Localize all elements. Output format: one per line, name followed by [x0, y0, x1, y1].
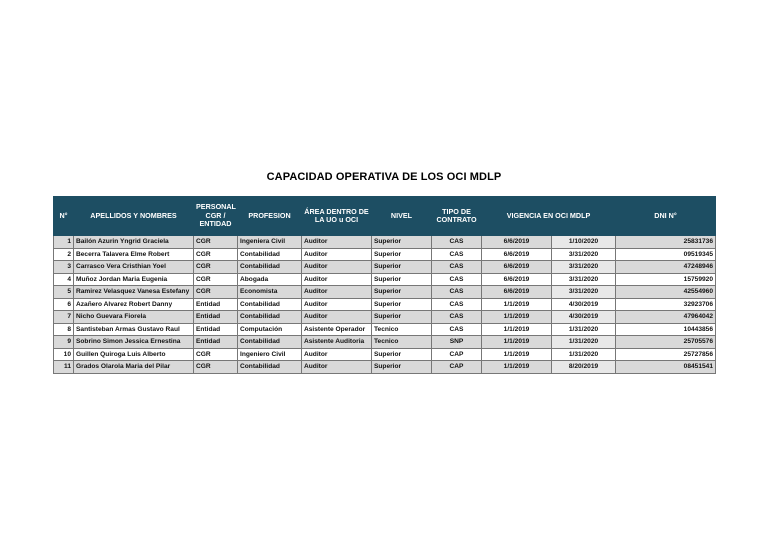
- cell-n: 1: [54, 236, 74, 249]
- cell-area: Auditor: [302, 348, 372, 361]
- cell-dni: 25831736: [616, 236, 716, 249]
- cell-personal: CGR: [194, 361, 238, 374]
- cell-personal: CGR: [194, 261, 238, 274]
- cell-fin: 3/31/2020: [552, 248, 616, 261]
- header-area: ÁREA DENTRO DE LA UO u OCI: [302, 197, 372, 236]
- table-header-row: [54, 197, 716, 236]
- cell-profesion: Contabilidad: [238, 298, 302, 311]
- cell-profesion: Contabilidad: [238, 248, 302, 261]
- cell-n: 11: [54, 361, 74, 374]
- cell-nivel: Superior: [372, 248, 432, 261]
- header-personal: PERSONAL CGR / ENTIDAD: [194, 197, 238, 236]
- cell-profesion: Contabilidad: [238, 311, 302, 324]
- cell-dni: 10443856: [616, 323, 716, 336]
- cell-dni: 25727856: [616, 348, 716, 361]
- header-profesion: PROFESION: [238, 197, 302, 236]
- cell-fin: 4/30/2019: [552, 298, 616, 311]
- cell-n: 2: [54, 248, 74, 261]
- cell-nivel: Superior: [372, 273, 432, 286]
- cell-inicio: 1/1/2019: [482, 348, 552, 361]
- cell-dni: 32923706: [616, 298, 716, 311]
- cell-area: Auditor: [302, 311, 372, 324]
- cell-n: 8: [54, 323, 74, 336]
- cell-nivel: Superior: [372, 298, 432, 311]
- cell-area: Asistente Operador: [302, 323, 372, 336]
- cell-fin: 3/31/2020: [552, 273, 616, 286]
- cell-area: Auditor: [302, 286, 372, 299]
- table-row: [54, 311, 716, 324]
- cell-profesion: Computación: [238, 323, 302, 336]
- cell-inicio: 6/6/2019: [482, 236, 552, 249]
- cell-n: 4: [54, 273, 74, 286]
- cell-nivel: Superior: [372, 361, 432, 374]
- cell-nivel: Superior: [372, 236, 432, 249]
- cell-n: 10: [54, 348, 74, 361]
- cell-personal: CGR: [194, 286, 238, 299]
- cell-profesion: Contabilidad: [238, 361, 302, 374]
- table-row: [54, 286, 716, 299]
- cell-nombre: Guillen Quiroga Luis Alberto: [74, 348, 194, 361]
- cell-area: Auditor: [302, 236, 372, 249]
- cell-dni: 15759920: [616, 273, 716, 286]
- cell-personal: Entidad: [194, 323, 238, 336]
- cell-nivel: Superior: [372, 286, 432, 299]
- header-nivel: NIVEL: [372, 197, 432, 236]
- cell-nombre: Nicho Guevara Fiorela: [74, 311, 194, 324]
- cell-fin: 1/10/2020: [552, 236, 616, 249]
- cell-personal: Entidad: [194, 311, 238, 324]
- cell-tipo: CAS: [432, 323, 482, 336]
- header-dni: DNI N°: [616, 197, 716, 236]
- cell-dni: 42554960: [616, 286, 716, 299]
- cell-area: Auditor: [302, 273, 372, 286]
- cell-nivel: Superior: [372, 348, 432, 361]
- cell-inicio: 6/6/2019: [482, 273, 552, 286]
- cell-nombre: Santisteban Armas Gustavo Raul: [74, 323, 194, 336]
- cell-nivel: Tecnico: [372, 336, 432, 349]
- table-row: [54, 336, 716, 349]
- cell-inicio: 1/1/2019: [482, 311, 552, 324]
- cell-inicio: 1/1/2019: [482, 298, 552, 311]
- cell-nombre: Carrasco Vera Cristhian Yoel: [74, 261, 194, 274]
- cell-profesion: Abogada: [238, 273, 302, 286]
- cell-area: Asistente Auditoria: [302, 336, 372, 349]
- cell-fin: 3/31/2020: [552, 286, 616, 299]
- cell-tipo: CAS: [432, 298, 482, 311]
- table-row: [54, 348, 716, 361]
- cell-tipo: CAS: [432, 311, 482, 324]
- table-row: [54, 361, 716, 374]
- cell-inicio: 6/6/2019: [482, 286, 552, 299]
- cell-profesion: Ingeniera Civil: [238, 236, 302, 249]
- cell-dni: 47248946: [616, 261, 716, 274]
- cell-nivel: Tecnico: [372, 323, 432, 336]
- cell-fin: 1/31/2020: [552, 323, 616, 336]
- cell-inicio: 1/1/2019: [482, 323, 552, 336]
- cell-tipo: CAS: [432, 273, 482, 286]
- cell-nombre: Ramirez Velasquez Vanesa Estefany: [74, 286, 194, 299]
- cell-nombre: Becerra Talavera Elme Robert: [74, 248, 194, 261]
- cell-tipo: CAS: [432, 236, 482, 249]
- cell-nombre: Sobrino Simon Jessica Ernestina: [74, 336, 194, 349]
- cell-tipo: CAS: [432, 286, 482, 299]
- cell-profesion: Contabilidad: [238, 261, 302, 274]
- header-vigencia: VIGENCIA EN OCI MDLP: [482, 197, 616, 236]
- cell-nombre: Azañero Alvarez Robert Danny: [74, 298, 194, 311]
- cell-n: 6: [54, 298, 74, 311]
- cell-personal: Entidad: [194, 298, 238, 311]
- cell-fin: 3/31/2020: [552, 261, 616, 274]
- cell-inicio: 1/1/2019: [482, 336, 552, 349]
- cell-dni: 25705576: [616, 336, 716, 349]
- cell-n: 5: [54, 286, 74, 299]
- header-n: N°: [54, 197, 74, 236]
- cell-area: Auditor: [302, 298, 372, 311]
- table-row: [54, 248, 716, 261]
- cell-nombre: Bailón Azurin Yngrid Graciela: [74, 236, 194, 249]
- cell-personal: CGR: [194, 248, 238, 261]
- cell-dni: 09519345: [616, 248, 716, 261]
- cell-n: 7: [54, 311, 74, 324]
- cell-nivel: Superior: [372, 261, 432, 274]
- cell-personal: CGR: [194, 348, 238, 361]
- cell-area: Auditor: [302, 248, 372, 261]
- cell-tipo: SNP: [432, 336, 482, 349]
- cell-nivel: Superior: [372, 311, 432, 324]
- cell-tipo: CAP: [432, 361, 482, 374]
- cell-inicio: 6/6/2019: [482, 261, 552, 274]
- cell-dni: 08451541: [616, 361, 716, 374]
- cell-n: 9: [54, 336, 74, 349]
- cell-tipo: CAS: [432, 248, 482, 261]
- table-row: [54, 261, 716, 274]
- cell-fin: 1/31/2020: [552, 336, 616, 349]
- table-row: [54, 236, 716, 249]
- cell-profesion: Ingeniero Civil: [238, 348, 302, 361]
- cell-inicio: 1/1/2019: [482, 361, 552, 374]
- cell-area: Auditor: [302, 361, 372, 374]
- cell-dni: 47964042: [616, 311, 716, 324]
- cell-tipo: CAS: [432, 261, 482, 274]
- header-tipo: TIPO DE CONTRATO: [432, 197, 482, 236]
- table-row: [54, 323, 716, 336]
- cell-fin: 8/20/2019: [552, 361, 616, 374]
- cell-personal: CGR: [194, 273, 238, 286]
- cell-personal: Entidad: [194, 336, 238, 349]
- cell-area: Auditor: [302, 261, 372, 274]
- table-row: [54, 273, 716, 286]
- cell-n: 3: [54, 261, 74, 274]
- cell-profesion: Contabilidad: [238, 336, 302, 349]
- cell-inicio: 6/6/2019: [482, 248, 552, 261]
- cell-nombre: Muñoz Jordan Maria Eugenia: [74, 273, 194, 286]
- cell-nombre: Grados Olarola Maria del Pilar: [74, 361, 194, 374]
- cell-fin: 1/31/2020: [552, 348, 616, 361]
- page-title: CAPACIDAD OPERATIVA DE LOS OCI MDLP: [266, 171, 502, 183]
- personnel-table: [53, 196, 716, 374]
- cell-fin: 4/30/2019: [552, 311, 616, 324]
- header-apellidos: APELLIDOS Y NOMBRES: [74, 197, 194, 236]
- table-row: [54, 298, 716, 311]
- cell-tipo: CAP: [432, 348, 482, 361]
- cell-personal: CGR: [194, 236, 238, 249]
- cell-profesion: Economista: [238, 286, 302, 299]
